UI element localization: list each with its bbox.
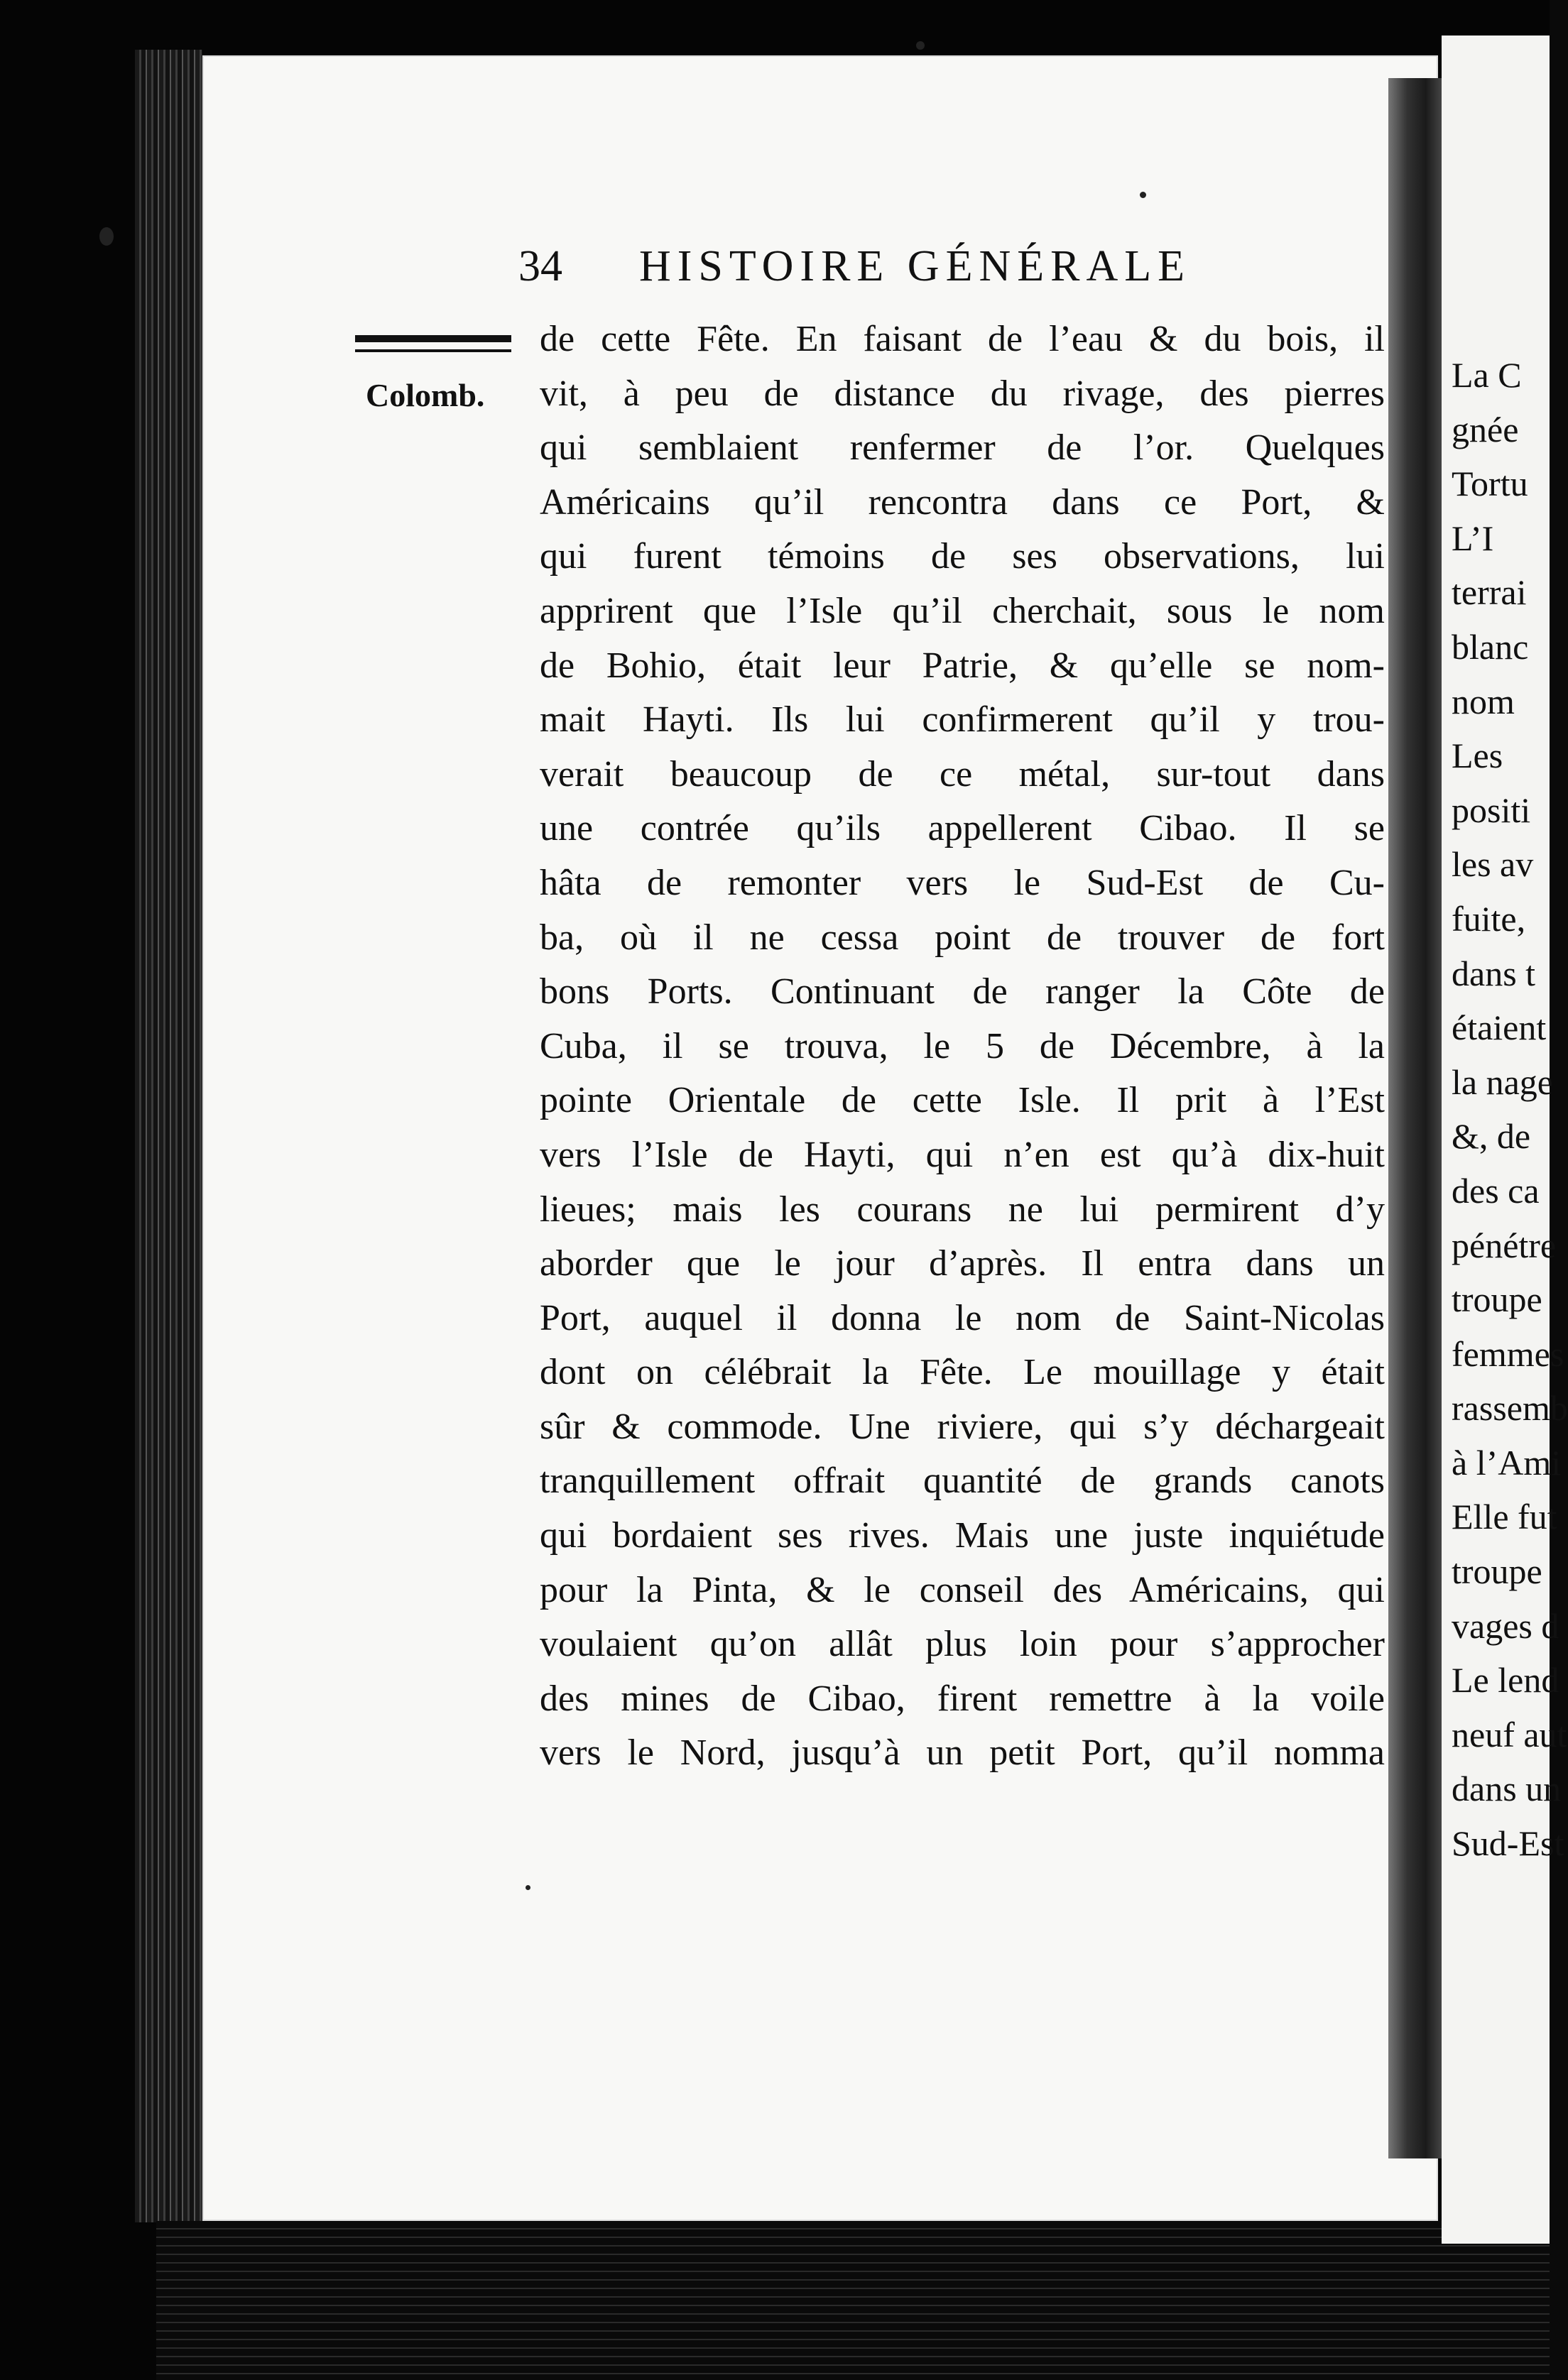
ink-speck xyxy=(916,41,925,50)
text-line: vers l’Isle de Hayti, qui n’en est qu’à dix-huit xyxy=(540,1134,1385,1175)
facing-page-fragment xyxy=(1442,36,1568,2244)
facing-text-line: dans t xyxy=(1452,953,1536,993)
margin-rule-thick xyxy=(355,335,511,342)
facing-text-line: Le lend xyxy=(1452,1660,1559,1701)
facing-text-line: femmes xyxy=(1452,1333,1564,1374)
facing-text-line: étaient xyxy=(1452,1008,1547,1048)
ink-speck xyxy=(99,227,114,246)
facing-text-line: blanc xyxy=(1452,626,1529,667)
ink-speck xyxy=(526,1885,530,1890)
text-line: verait beaucoup de ce métal, sur-tout dans xyxy=(540,753,1385,795)
running-title: HISTOIRE GÉNÉRALE xyxy=(639,242,1191,290)
text-line: mait Hayti. Ils lui confirmerent qu’il y trou- xyxy=(540,699,1385,741)
facing-text-line: Sud-Est xyxy=(1452,1823,1564,1864)
text-line: voulaient qu’on allât plus loin pour s’approcher xyxy=(540,1624,1385,1665)
text-line: des mines de Cibao, firent remettre à la voile xyxy=(540,1678,1385,1719)
facing-text-line: des ca xyxy=(1452,1170,1540,1211)
facing-text-line: la nage xyxy=(1452,1061,1553,1102)
facing-text-line: dans un xyxy=(1452,1769,1562,1809)
margin-note: Colomb. xyxy=(366,377,485,413)
gutter-shadow xyxy=(1388,78,1442,2158)
facing-text-line: troupe xyxy=(1452,1279,1542,1320)
running-header xyxy=(518,241,1363,298)
text-line: qui furent témoins de ses observations, lui xyxy=(540,536,1385,577)
text-line: sûr & commode. Une riviere, qui s’y déchargeait xyxy=(540,1406,1385,1447)
facing-text-line: troupe xyxy=(1452,1551,1542,1592)
text-line: dont on célébrait la Fête. Le mouillage y était xyxy=(540,1352,1385,1393)
text-line: de cette Fête. En faisant de l’eau & du bois, il xyxy=(540,319,1385,359)
facing-text-line: à l’Ami xyxy=(1452,1442,1562,1483)
text-line: qui bordaient ses rives. Mais une juste inquiétude xyxy=(540,1515,1385,1556)
text-line: tranquillement offrait quantité de grands canots xyxy=(540,1461,1385,1502)
facing-text-line: neuf aut xyxy=(1452,1714,1567,1754)
text-line: hâta de remonter vers le Sud-Est de Cu- xyxy=(540,862,1385,903)
ink-speck xyxy=(1140,192,1146,198)
text-line: vit, à peu de distance du rivage, des pierres xyxy=(540,373,1385,414)
text-line: Port, auquel il donna le nom de Saint-Nicolas xyxy=(540,1297,1385,1338)
facing-text-line: Elle fut xyxy=(1452,1497,1557,1537)
text-line: pointe Orientale de cette Isle. Il prit à l’Est xyxy=(540,1080,1385,1121)
text-line: ba, où il ne cessa point de trouver de fort xyxy=(540,917,1385,958)
facing-text-line: &, de xyxy=(1452,1116,1531,1157)
facing-text-line: terrai xyxy=(1452,572,1527,613)
facing-text-line: les av xyxy=(1452,844,1534,885)
facing-text-line: vages d xyxy=(1452,1605,1559,1646)
facing-text-line: gnée xyxy=(1452,409,1519,449)
text-line: qui semblaient renfermer de l’or. Quelques xyxy=(540,427,1385,469)
body-text xyxy=(540,312,1385,1846)
text-line: Cuba, il se trouva, le 5 de Décembre, à la xyxy=(540,1025,1385,1066)
page-edges-bottom xyxy=(156,2221,1550,2380)
text-line: Américains qu’il rencontra dans ce Port, & xyxy=(540,481,1385,523)
facing-text-line: nom xyxy=(1452,681,1515,721)
facing-text-line: fuite, xyxy=(1452,898,1526,939)
facing-text-line: rassemb xyxy=(1452,1388,1568,1429)
text-line: aborder que le jour d’après. Il entra dans un xyxy=(540,1243,1385,1284)
text-line: pour la Pinta, & le conseil des Américains, qui xyxy=(540,1569,1385,1610)
text-line: lieues; mais les courans ne lui permirent d’y xyxy=(540,1189,1385,1230)
binding-spine xyxy=(135,50,202,2222)
facing-text-line: L’I xyxy=(1452,518,1494,558)
text-line: apprirent que l’Isle qu’il cherchait, sous le nom xyxy=(540,590,1385,631)
text-line: de Bohio, était leur Patrie, & qu’elle se nom- xyxy=(540,645,1385,686)
facing-text-line: pénétre xyxy=(1452,1225,1557,1265)
text-line: bons Ports. Continuant de ranger la Côte de xyxy=(540,971,1385,1012)
facing-text-line: Les xyxy=(1452,736,1503,776)
facing-text-line: La C xyxy=(1452,355,1522,395)
margin-rule-thin xyxy=(355,349,511,352)
facing-page-text xyxy=(1442,348,1568,1871)
page-number: 34 xyxy=(518,242,562,290)
facing-text-line: positi xyxy=(1452,790,1531,830)
facing-text-line: Tortu xyxy=(1452,464,1528,504)
text-line: vers le Nord, jusqu’à un petit Port, qu’il nomma xyxy=(540,1732,1385,1774)
text-line: une contrée qu’ils appellerent Cibao. Il se xyxy=(540,808,1385,849)
